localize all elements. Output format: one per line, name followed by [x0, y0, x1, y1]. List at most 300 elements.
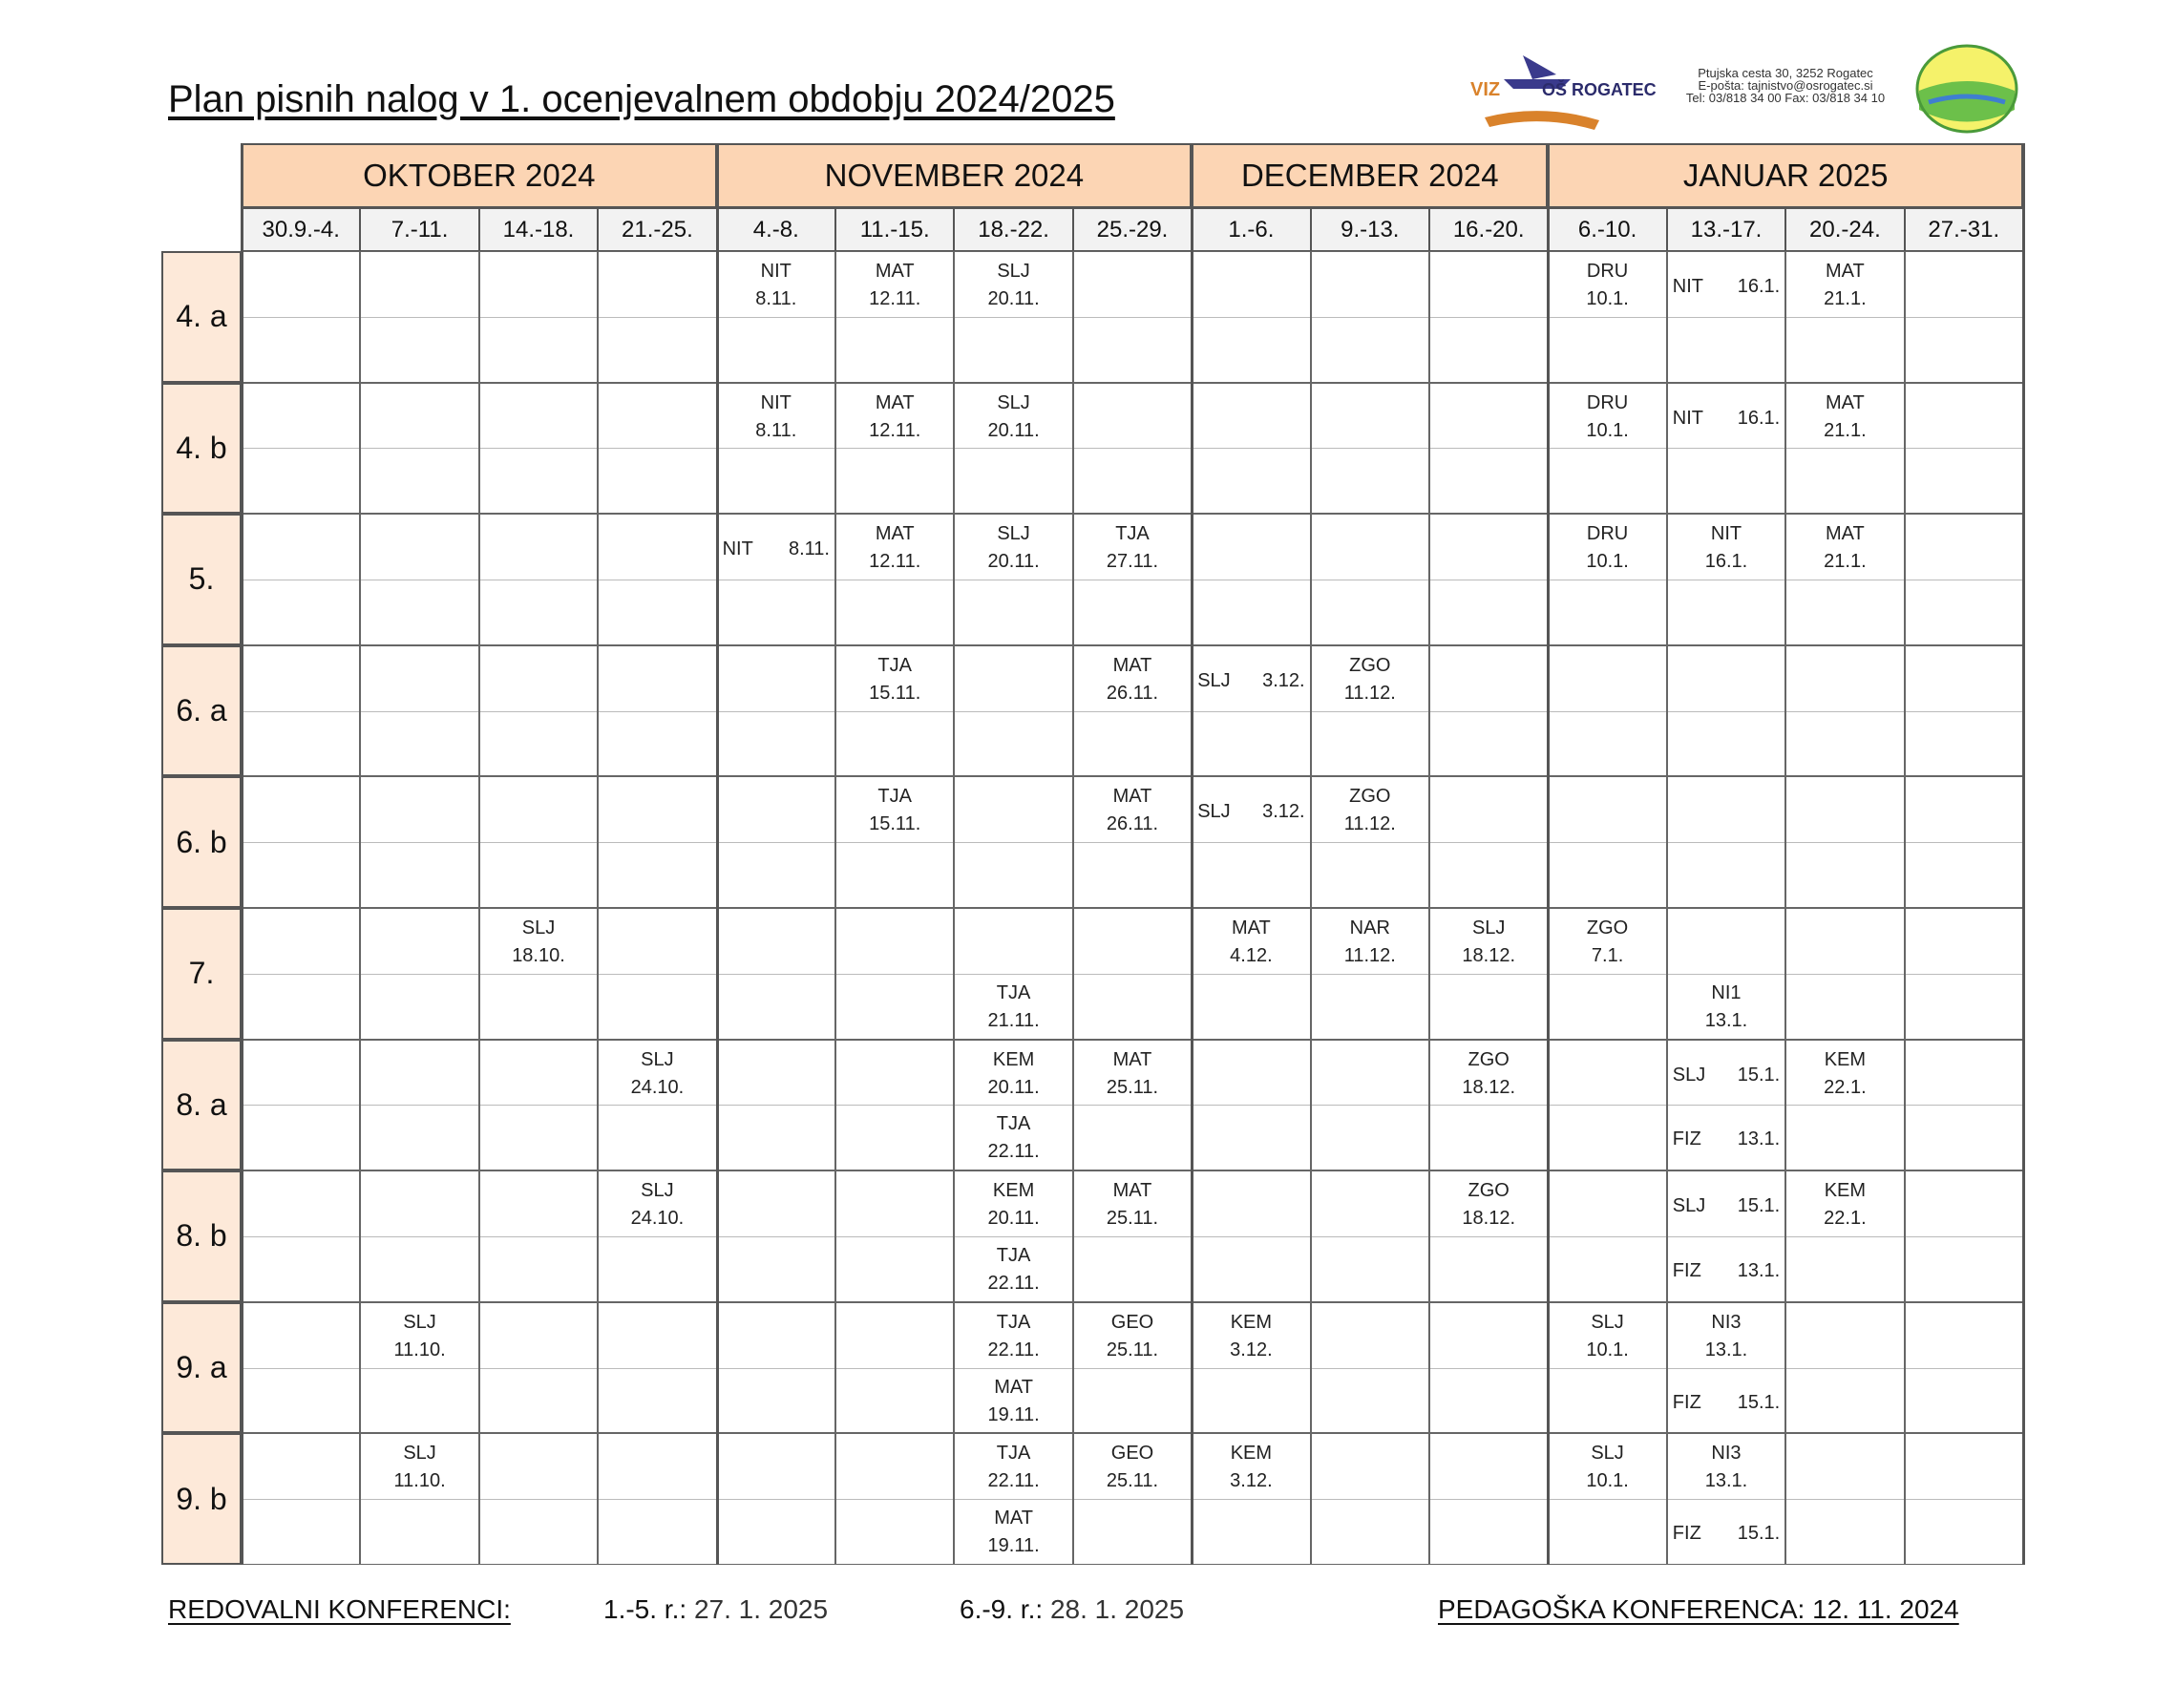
- exam-date: 20.11.: [987, 1076, 1040, 1098]
- schedule-cell: [835, 1302, 954, 1434]
- schedule-cell: [954, 251, 1072, 383]
- schedule-cell: [717, 1170, 835, 1302]
- exam-subject: MAT: [875, 391, 915, 413]
- cell-top-half: [1906, 1303, 2022, 1369]
- cell-bottom-half: [1549, 1499, 1665, 1564]
- exam-entry: [1312, 783, 1428, 838]
- schedule-cell: [835, 908, 954, 1040]
- schedule-cell: [1667, 1170, 1785, 1302]
- exam-entry: [955, 1242, 1071, 1297]
- exam-subject: SLJ: [403, 1311, 436, 1333]
- schedule-cell: [1785, 1170, 1904, 1302]
- schedule-cell: [1667, 251, 1785, 383]
- month-separator: [2022, 143, 2025, 1565]
- cell-bottom-half: [1312, 1368, 1428, 1433]
- cell-bottom-half: [718, 1236, 834, 1301]
- cell-bottom-half: [1312, 317, 1428, 382]
- exam-date: 15.1.: [1737, 1523, 1781, 1545]
- exam-subject: SLJ: [1591, 1311, 1624, 1333]
- exam-entry: [836, 520, 953, 576]
- exam-date: 18.10.: [512, 945, 565, 966]
- cell-bottom-half: [836, 974, 953, 1039]
- schedule-cell: [242, 1040, 360, 1171]
- cell-top-half: [1193, 646, 1309, 712]
- schedule-cell: [1192, 383, 1310, 515]
- exam-subject: GEO: [1110, 1311, 1154, 1333]
- cell-top-half: [243, 384, 359, 450]
- schedule-cell: [954, 1040, 1072, 1171]
- cell-top-half: [1786, 1434, 1903, 1500]
- schedule-cell: [835, 1433, 954, 1565]
- cell-top-half: [361, 1434, 477, 1500]
- cell-top-half: [1074, 252, 1191, 318]
- cell-top-half: [718, 515, 834, 580]
- cell-top-half: [599, 252, 715, 318]
- exam-entry: [1430, 915, 1547, 970]
- cell-top-half: [1430, 777, 1547, 843]
- exam-entry: [1074, 1177, 1191, 1233]
- cell-bottom-half: [1193, 1499, 1309, 1564]
- exam-entry: [1786, 520, 1903, 576]
- logo-text-viz: VIZ: [1470, 79, 1501, 100]
- schedule-cell: [835, 645, 954, 777]
- schedule-cell: [360, 1433, 478, 1565]
- schedule-cell: [835, 1040, 954, 1171]
- cell-bottom-half: [1786, 317, 1903, 382]
- exam-entry: [1668, 1126, 1784, 1153]
- exam-entry: [1074, 783, 1191, 838]
- cell-top-half: [243, 1434, 359, 1500]
- week-header: 20.-24.: [1785, 208, 1904, 251]
- schedule-cell: [1785, 645, 1904, 777]
- exam-entry: [1786, 1177, 1903, 1233]
- week-header: 6.-10.: [1548, 208, 1666, 251]
- schedule-cell: [1548, 1302, 1666, 1434]
- exam-date: 21.1.: [1824, 288, 1867, 309]
- schedule-cell: [1073, 251, 1192, 383]
- exam-date: 13.1.: [1704, 1470, 1748, 1492]
- exam-subject: MAT: [875, 523, 915, 545]
- cell-top-half: [1312, 909, 1428, 975]
- cell-bottom-half: [1668, 1368, 1784, 1433]
- cell-top-half: [480, 909, 597, 975]
- cell-top-half: [480, 777, 597, 843]
- exam-date: 25.11.: [1106, 1339, 1159, 1360]
- class-label: 9. b: [161, 1433, 242, 1565]
- cell-top-half: [1074, 646, 1191, 712]
- exam-subject: TJA: [996, 1443, 1031, 1465]
- cell-top-half: [1549, 384, 1665, 450]
- exam-entry: [1074, 1309, 1191, 1364]
- exam-entry: [1668, 1389, 1784, 1417]
- schedule-cell: [1311, 251, 1429, 383]
- cell-bottom-half: [955, 448, 1071, 513]
- exam-entry: [955, 1046, 1071, 1102]
- cell-bottom-half: [718, 1368, 834, 1433]
- cell-top-half: [1430, 909, 1547, 975]
- cell-top-half: [1074, 909, 1191, 975]
- schedule-cell: [598, 1302, 716, 1434]
- exam-entry: [718, 536, 834, 563]
- cell-bottom-half: [836, 317, 953, 382]
- cell-top-half: [599, 1303, 715, 1369]
- exam-subject: NIT: [760, 261, 792, 282]
- cell-top-half: [361, 384, 477, 450]
- cell-top-half: [361, 909, 477, 975]
- cell-top-half: [1786, 1303, 1903, 1369]
- exam-subject: TJA: [996, 981, 1031, 1003]
- exam-entry: [1312, 915, 1428, 970]
- cell-top-half: [1549, 1171, 1665, 1237]
- cell-top-half: [836, 1303, 953, 1369]
- week-header: 30.9.-4.: [242, 208, 360, 251]
- cell-top-half: [1906, 1041, 2022, 1107]
- cell-bottom-half: [361, 974, 477, 1039]
- cell-top-half: [836, 909, 953, 975]
- exam-date: 19.11.: [987, 1535, 1040, 1557]
- schedule-cell: [954, 645, 1072, 777]
- exam-date: 20.11.: [987, 419, 1040, 441]
- exam-date: 18.12.: [1462, 945, 1515, 966]
- schedule-cell: [835, 1170, 954, 1302]
- cell-top-half: [243, 252, 359, 318]
- cell-bottom-half: [718, 1105, 834, 1170]
- cell-top-half: [480, 1171, 597, 1237]
- exam-date: 19.11.: [987, 1403, 1040, 1425]
- exam-subject: KEM: [1824, 1180, 1867, 1202]
- exam-date: 18.12.: [1462, 1076, 1515, 1098]
- exam-entry: [1668, 980, 1784, 1035]
- exam-subject: TJA: [877, 786, 912, 808]
- schedule-cell: [1548, 251, 1666, 383]
- cell-bottom-half: [480, 711, 597, 776]
- cell-top-half: [1906, 646, 2022, 712]
- schedule-cell: [360, 1040, 478, 1171]
- cell-top-half: [1549, 1303, 1665, 1369]
- cell-bottom-half: [1549, 1105, 1665, 1170]
- exam-date: 10.1.: [1586, 1339, 1629, 1360]
- cell-top-half: [1430, 1041, 1547, 1107]
- schedule-cell: [598, 251, 716, 383]
- exam-entry: [1668, 1520, 1784, 1548]
- cell-bottom-half: [243, 1236, 359, 1301]
- cell-bottom-half: [1549, 580, 1665, 644]
- schedule-cell: [717, 645, 835, 777]
- cell-top-half: [1906, 909, 2022, 975]
- address-line: Ptujska cesta 30, 3252 Rogatec: [1698, 66, 1873, 80]
- cell-top-half: [1668, 515, 1784, 580]
- cell-top-half: [480, 384, 597, 450]
- cell-top-half: [1430, 515, 1547, 580]
- schedule-cell: [479, 776, 598, 908]
- cell-top-half: [836, 646, 953, 712]
- schedule-cell: [1311, 1302, 1429, 1434]
- logo-text-school: OŠ ROGATEC: [1542, 80, 1657, 99]
- month-separator: [716, 143, 719, 1565]
- school-logo-viz: [1466, 46, 1657, 132]
- cell-top-half: [1074, 1303, 1191, 1369]
- school-address: [1671, 67, 1900, 104]
- cell-top-half: [1786, 646, 1903, 712]
- cell-top-half: [1668, 909, 1784, 975]
- cell-top-half: [836, 1434, 953, 1500]
- schedule-cell: [1429, 514, 1548, 645]
- exam-date: 20.11.: [987, 288, 1040, 309]
- cell-bottom-half: [836, 580, 953, 644]
- cell-top-half: [1312, 646, 1428, 712]
- exam-entry: [1786, 390, 1903, 445]
- cell-top-half: [243, 1171, 359, 1237]
- exam-subject: TJA: [996, 1244, 1031, 1266]
- cell-top-half: [480, 646, 597, 712]
- exam-entry: [1668, 405, 1784, 432]
- exam-date: 22.11.: [987, 1470, 1040, 1492]
- cell-bottom-half: [1074, 974, 1191, 1039]
- class-label: 9. a: [161, 1302, 242, 1434]
- schedule-cell: [1905, 908, 2023, 1040]
- cell-bottom-half: [1668, 448, 1784, 513]
- schedule-cell: [479, 1302, 598, 1434]
- schedule-cell: [954, 908, 1072, 1040]
- exam-date: 8.11.: [755, 288, 797, 309]
- schedule-cell: [479, 1170, 598, 1302]
- schedule-cell: [1073, 908, 1192, 1040]
- schedule-cell: [479, 908, 598, 1040]
- cell-bottom-half: [1549, 1236, 1665, 1301]
- schedule-cell: [954, 383, 1072, 515]
- schedule-cell: [1192, 908, 1310, 1040]
- cell-bottom-half: [718, 580, 834, 644]
- month-header: JANUAR 2025: [1548, 143, 2023, 208]
- cell-top-half: [1906, 384, 2022, 450]
- month-header: NOVEMBER 2024: [717, 143, 1193, 208]
- exam-entry: [1312, 652, 1428, 707]
- class-label: 8. b: [161, 1170, 242, 1302]
- schedule-cell: [242, 251, 360, 383]
- cell-bottom-half: [718, 448, 834, 513]
- cell-bottom-half: [1668, 711, 1784, 776]
- schedule-cell: [479, 251, 598, 383]
- exam-subject: NIT: [722, 538, 753, 560]
- exam-date: 3.12.: [1230, 1339, 1273, 1360]
- schedule-cell: [242, 383, 360, 515]
- exam-entry: [955, 1309, 1071, 1364]
- exam-date: 10.1.: [1586, 1470, 1629, 1492]
- cell-top-half: [955, 909, 1071, 975]
- exam-subject: KEM: [992, 1048, 1035, 1070]
- cell-bottom-half: [1430, 580, 1547, 644]
- cell-top-half: [599, 1041, 715, 1107]
- footer-group1: [603, 1594, 828, 1625]
- cell-bottom-half: [599, 711, 715, 776]
- exam-date: 16.1.: [1737, 276, 1781, 297]
- schedule-cell: [1073, 645, 1192, 777]
- cell-top-half: [480, 1041, 597, 1107]
- cell-bottom-half: [361, 1236, 477, 1301]
- exam-date: 11.12.: [1343, 813, 1396, 835]
- group1-label: 1.-5. r.:: [603, 1594, 687, 1624]
- cell-top-half: [1786, 777, 1903, 843]
- exam-date: 13.1.: [1704, 1009, 1748, 1031]
- cell-top-half: [243, 1041, 359, 1107]
- exam-subject: SLJ: [1672, 1064, 1706, 1086]
- cell-bottom-half: [1549, 974, 1665, 1039]
- schedule-cell: [1667, 514, 1785, 645]
- schedule-cell: [479, 383, 598, 515]
- exam-date: 15.1.: [1737, 1195, 1781, 1217]
- cell-bottom-half: [1074, 1105, 1191, 1170]
- exam-entry: [836, 652, 953, 707]
- exam-entry: [955, 1505, 1071, 1560]
- week-header: 4.-8.: [717, 208, 835, 251]
- exam-subject: TJA: [996, 1311, 1031, 1333]
- schedule-cell: [1192, 1040, 1310, 1171]
- cell-bottom-half: [1786, 842, 1903, 907]
- cell-bottom-half: [480, 1105, 597, 1170]
- month-separator: [1547, 143, 1550, 1565]
- cell-top-half: [1430, 1434, 1547, 1500]
- cell-bottom-half: [480, 1499, 597, 1564]
- schedule-cell: [1548, 1170, 1666, 1302]
- exam-entry: [599, 1177, 715, 1233]
- cell-top-half: [599, 1171, 715, 1237]
- cell-top-half: [361, 1171, 477, 1237]
- exam-subject: KEM: [1230, 1443, 1273, 1465]
- exam-subject: MAT: [994, 1376, 1033, 1398]
- schedule-cell: [717, 514, 835, 645]
- exam-date: 11.10.: [393, 1470, 446, 1492]
- cell-top-half: [1906, 777, 2022, 843]
- cell-top-half: [480, 1434, 597, 1500]
- cell-top-half: [361, 1303, 477, 1369]
- schedule-cell: [835, 776, 954, 908]
- cell-bottom-half: [1668, 317, 1784, 382]
- cell-top-half: [1312, 1434, 1428, 1500]
- cell-top-half: [836, 252, 953, 318]
- exam-subject: NIT: [1672, 407, 1704, 429]
- cell-bottom-half: [599, 1105, 715, 1170]
- cell-bottom-half: [243, 317, 359, 382]
- cell-bottom-half: [836, 711, 953, 776]
- exam-subject: FIZ: [1672, 1259, 1701, 1281]
- class-label: 7.: [161, 908, 242, 1040]
- schedule-cell: [1548, 383, 1666, 515]
- cell-top-half: [718, 646, 834, 712]
- cell-bottom-half: [243, 448, 359, 513]
- cell-top-half: [361, 777, 477, 843]
- schedule-cell: [1785, 776, 1904, 908]
- cell-bottom-half: [243, 580, 359, 644]
- cell-top-half: [1786, 515, 1903, 580]
- exam-entry: [955, 1440, 1071, 1495]
- schedule-cell: [598, 776, 716, 908]
- schedule-cell: [1667, 1433, 1785, 1565]
- cell-bottom-half: [1312, 711, 1428, 776]
- cell-top-half: [1668, 1303, 1784, 1369]
- cell-top-half: [1786, 909, 1903, 975]
- cell-top-half: [1549, 1041, 1665, 1107]
- cell-bottom-half: [1786, 1499, 1903, 1564]
- exam-entry: [1786, 1046, 1903, 1102]
- schedule-cell: [598, 1040, 716, 1171]
- cell-top-half: [1193, 1041, 1309, 1107]
- exam-entry: [1193, 1309, 1309, 1364]
- exam-subject: SLJ: [997, 523, 1030, 545]
- month-separator: [1191, 143, 1193, 1565]
- cell-top-half: [1430, 384, 1547, 450]
- week-header: 11.-15.: [835, 208, 954, 251]
- exam-date: 8.11.: [788, 538, 830, 560]
- cell-bottom-half: [1193, 1368, 1309, 1433]
- exam-subject: ZGO: [1468, 1180, 1510, 1202]
- cell-bottom-half: [955, 711, 1071, 776]
- exam-date: 22.11.: [987, 1339, 1040, 1360]
- cell-bottom-half: [1074, 1368, 1191, 1433]
- schedule-cell: [1667, 908, 1785, 1040]
- schedule-cell: [1311, 908, 1429, 1040]
- week-header: 18.-22.: [954, 208, 1072, 251]
- schedule-cell: [242, 645, 360, 777]
- schedule-cell: [1905, 1170, 2023, 1302]
- cell-bottom-half: [1906, 1236, 2022, 1301]
- cell-top-half: [1430, 646, 1547, 712]
- exam-subject: KEM: [1230, 1311, 1273, 1333]
- cell-top-half: [718, 1171, 834, 1237]
- schedule-cell: [1548, 908, 1666, 1040]
- cell-top-half: [955, 1041, 1071, 1107]
- cell-bottom-half: [718, 842, 834, 907]
- cell-bottom-half: [1668, 580, 1784, 644]
- exam-entry: [1074, 1046, 1191, 1102]
- exam-subject: TJA: [1115, 523, 1150, 545]
- cell-bottom-half: [1906, 580, 2022, 644]
- exam-date: 16.1.: [1737, 407, 1781, 429]
- schedule-cell: [1667, 776, 1785, 908]
- cell-top-half: [243, 646, 359, 712]
- exam-subject: NIT: [1710, 523, 1742, 545]
- schedule-cell: [1192, 514, 1310, 645]
- schedule-cell: [242, 1170, 360, 1302]
- cell-top-half: [1549, 1434, 1665, 1500]
- schedule-cell: [1073, 776, 1192, 908]
- week-header: 14.-18.: [479, 208, 598, 251]
- cell-top-half: [718, 1041, 834, 1107]
- cell-top-half: [1668, 252, 1784, 318]
- schedule-cell: [1429, 1040, 1548, 1171]
- exam-entry: [1074, 520, 1191, 576]
- month-header: OKTOBER 2024: [242, 143, 717, 208]
- exam-subject: SLJ: [997, 391, 1030, 413]
- exam-subject: SLJ: [521, 917, 556, 938]
- exam-date: 21.1.: [1824, 551, 1867, 573]
- cell-bottom-half: [955, 974, 1071, 1039]
- schedule-cell: [1905, 251, 2023, 383]
- cell-bottom-half: [836, 1105, 953, 1170]
- cell-top-half: [1193, 1434, 1309, 1500]
- schedule-cell: [1905, 645, 2023, 777]
- exam-date: 16.1.: [1704, 551, 1748, 573]
- class-label: 4. a: [161, 251, 242, 383]
- schedule-cell: [1073, 514, 1192, 645]
- exam-entry: [1074, 652, 1191, 707]
- exam-date: 11.12.: [1343, 682, 1396, 704]
- cell-bottom-half: [1786, 1105, 1903, 1170]
- exam-subject: TJA: [996, 1113, 1031, 1135]
- week-header: 7.-11.: [360, 208, 478, 251]
- schedule-cell: [479, 514, 598, 645]
- cell-top-half: [1312, 777, 1428, 843]
- cell-bottom-half: [1312, 842, 1428, 907]
